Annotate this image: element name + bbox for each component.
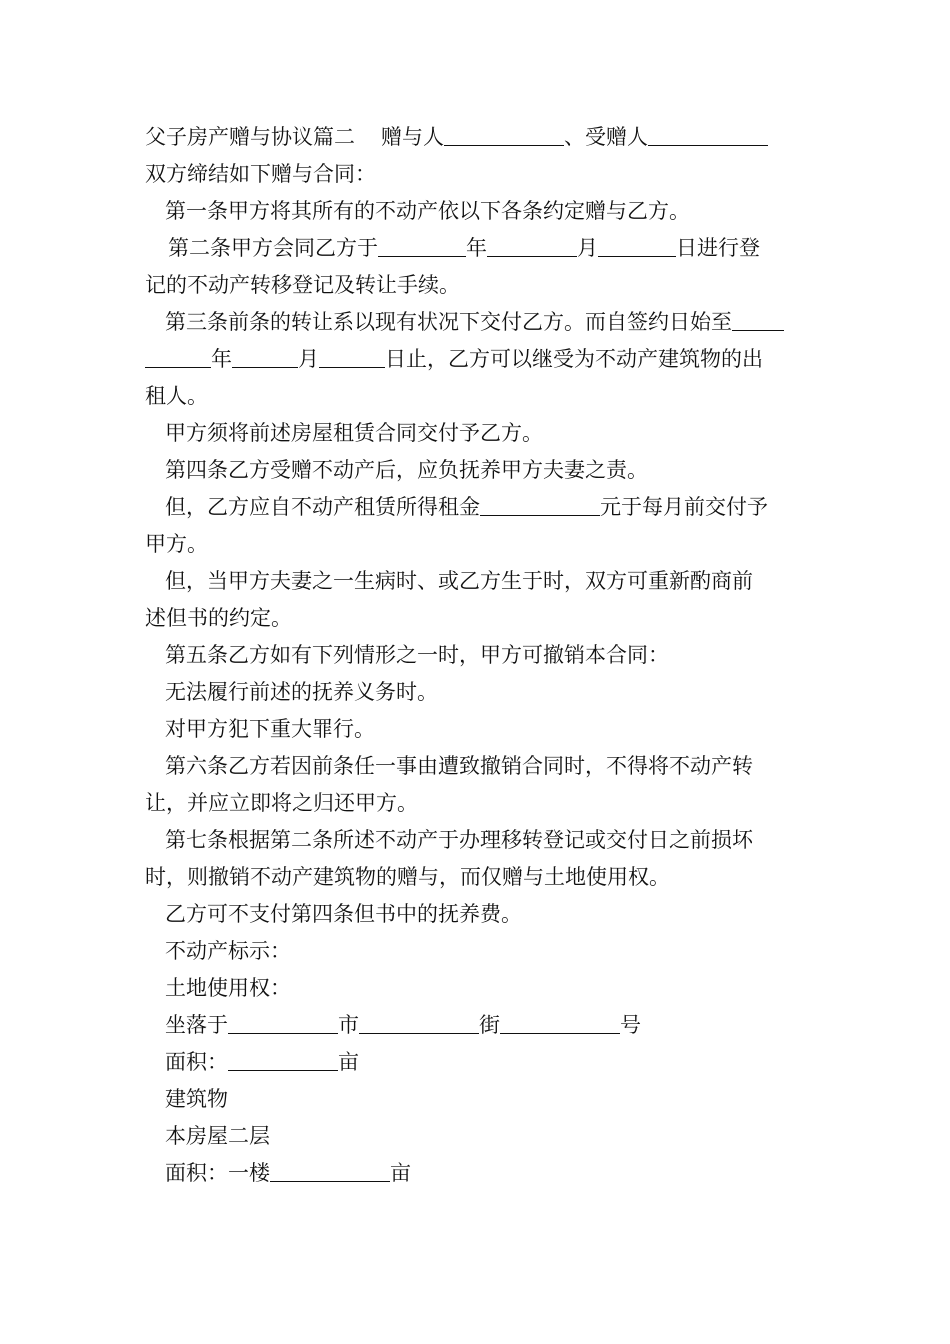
paragraph-line: 但，当甲方夫妻之一生病时、或乙方生于时，双方可重新酌商前	[165, 569, 753, 593]
paragraph-line: 乙方可不支付第四条但书中的抚养费。	[165, 902, 522, 926]
city-blank	[228, 1011, 338, 1034]
paragraph-line: 租人。	[145, 384, 208, 408]
article-1: 第一条甲方将其所有的不动产依以下各条约定赠与乙方。	[165, 199, 690, 223]
article-2: 第二条甲方会同乙方于 年 月 日进行登	[168, 236, 760, 260]
area-blank	[270, 1159, 390, 1182]
paragraph-line: 本房屋二层	[165, 1124, 270, 1148]
rent-blank	[480, 493, 600, 516]
number-blank	[500, 1011, 620, 1034]
street-blank	[359, 1011, 479, 1034]
section-heading: 不动产标示：	[165, 939, 291, 963]
area-blank	[228, 1048, 338, 1071]
section-heading: 土地使用权：	[165, 976, 291, 1000]
article-3: 第三条前条的转让系以现有状况下交付乙方。而自签约日始至	[165, 307, 784, 337]
paragraph-line: 记的不动产转移登记及转让手续。	[145, 273, 460, 297]
doc-title: 父子房产赠与协议篇二	[145, 125, 355, 149]
area-line: 面积： 亩	[165, 1050, 359, 1074]
paragraph-line: 双方缔结如下赠与合同：	[145, 162, 376, 186]
area-line: 面积：一楼 亩	[165, 1161, 411, 1185]
paragraph-line: 但，乙方应自不动产租赁所得租金 元于每月前交付予	[165, 495, 768, 519]
location-line: 坐落于 市 街 号	[165, 1013, 641, 1037]
month-blank	[487, 234, 577, 257]
article-7: 第七条根据第二条所述不动产于办理移转登记或交付日之前损坏	[165, 828, 753, 852]
paragraph-line: 甲方。	[145, 532, 208, 556]
section-heading: 建筑物	[165, 1087, 228, 1111]
date-blank	[732, 308, 784, 331]
paragraph-line: 述但书的约定。	[145, 606, 292, 630]
paragraph-line: 对甲方犯下重大罪行。	[165, 717, 375, 741]
paragraph-line: 让，并应立即将之归还甲方。	[145, 791, 418, 815]
donor-blank	[444, 123, 564, 146]
paragraph-line: 无法履行前述的抚养义务时。	[165, 680, 438, 704]
month-blank	[232, 345, 298, 368]
article-4: 第四条乙方受赠不动产后，应负抚养甲方夫妻之责。	[165, 458, 648, 482]
paragraph-line: 时，则撤销不动产建筑物的赠与，而仅赠与土地使用权。	[145, 865, 670, 889]
day-blank	[598, 234, 676, 257]
paragraph-line: 年 月 日止，乙方可以继受为不动产建筑物的出	[145, 344, 763, 374]
year-blank	[145, 345, 211, 368]
title-line: 父子房产赠与协议篇二 赠与人 、受赠人	[145, 122, 768, 152]
article-5: 第五条乙方如有下列情形之一时，甲方可撤销本合同：	[165, 643, 669, 667]
day-blank	[319, 345, 385, 368]
article-6: 第六条乙方若因前条任一事由遭致撤销合同时，不得将不动产转	[165, 754, 753, 778]
donee-blank	[648, 123, 768, 146]
year-blank	[378, 234, 466, 257]
paragraph-line: 甲方须将前述房屋租赁合同交付予乙方。	[165, 421, 543, 445]
